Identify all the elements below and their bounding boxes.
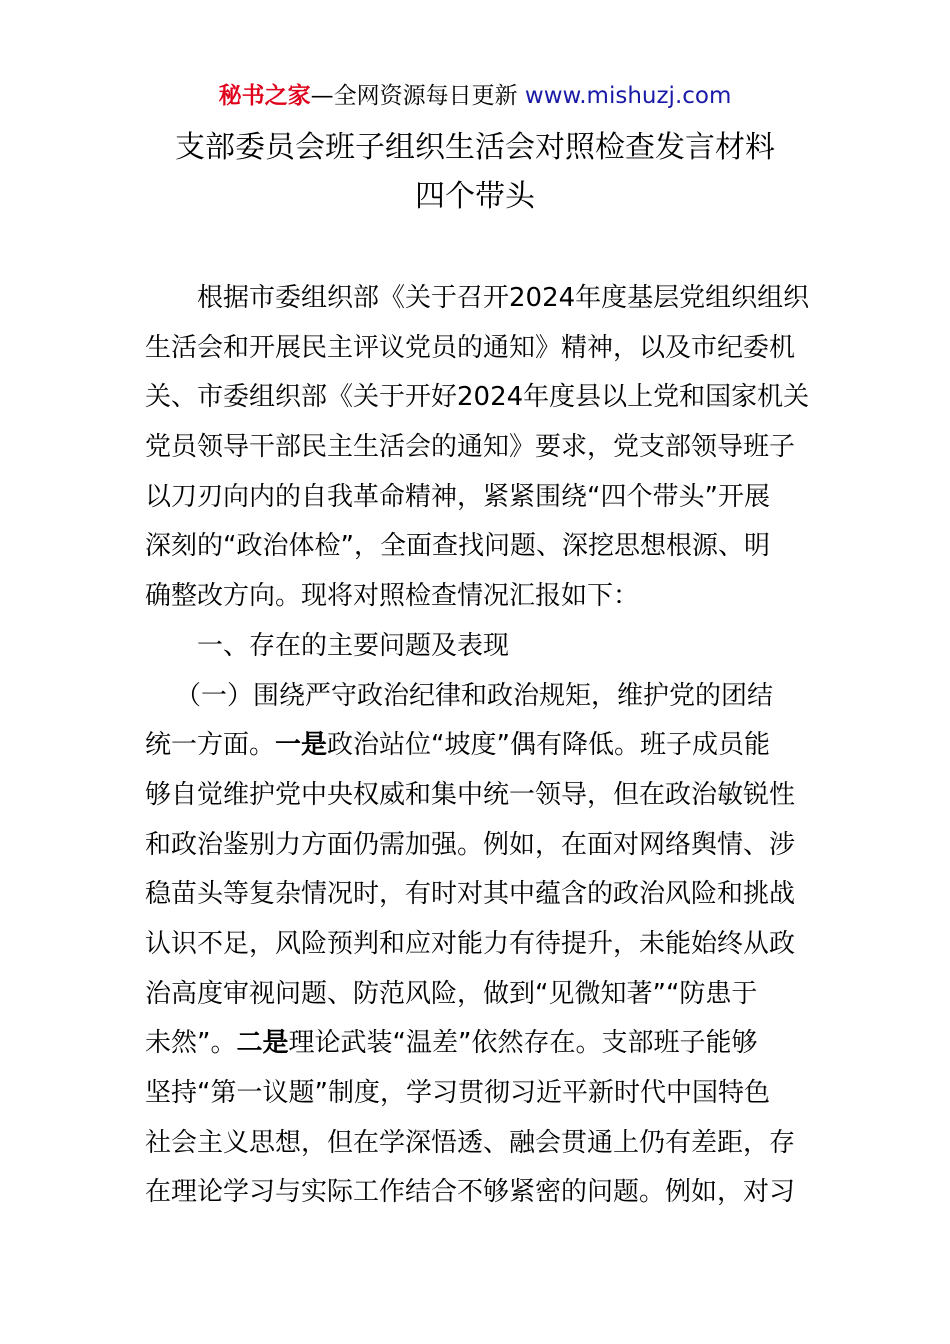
body-text-span: 理论武装“温差”依然存在。支部班子能够 — [288, 1028, 758, 1059]
subsection-heading: （一）围绕严守政治纪律和政治规矩，维护党的团结 — [175, 680, 774, 711]
body-text-span: 未然”。 — [145, 1028, 237, 1059]
site-url-link[interactable]: www.mishuzj.com — [524, 83, 732, 109]
section-heading: 一、存在的主要问题及表现 — [197, 630, 510, 661]
body-line: 治高度审视问题、防范风险，做到“见微知著”“防患于 — [145, 978, 758, 1009]
body-line — [145, 1019, 825, 1069]
body-line: 稳苗头等复杂情况时，有时对其中蕴含的政治风险和挑战 — [145, 879, 796, 910]
brand-name: 秘书之家 — [218, 83, 311, 109]
body-line: 根据市委组织部《关于召开2024年度基层党组织组织 — [197, 283, 810, 313]
body-line: 以刀刃向内的自我革命精神，紧紧围绕“四个带头”开展 — [145, 481, 770, 512]
body-text-span: 统一方面。 — [145, 730, 276, 761]
bold-marker: 一是 — [275, 730, 328, 761]
document-body — [145, 274, 825, 1218]
body-text-span: 政治站位“坡度”偶有降低。班子成员能 — [327, 730, 770, 761]
body-line: 党员领导干部民主生活会的通知》要求，党支部领导班子 — [145, 432, 796, 463]
header-tagline: —全网资源每日更新 — [310, 83, 525, 109]
body-line: 深刻的“政治体检”，全面查找问题、深挖思想根源、明 — [145, 531, 770, 562]
site-header — [0, 80, 950, 112]
bold-marker: 二是 — [236, 1028, 289, 1059]
body-line: 社会主义思想，但在学深悟透、融会贯通上仍有差距，存 — [145, 1127, 796, 1158]
body-line: 和政治鉴别力方面仍需加强。例如，在面对网络舆情、涉 — [145, 829, 796, 860]
body-line: 确整改方向。现将对照检查情况汇报如下： — [145, 581, 640, 612]
body-line: 认识不足，风险预判和应对能力有待提升，未能始终从政 — [145, 928, 796, 959]
body-line: 生活会和开展民主评议党员的通知》精神，以及市纪委机 — [145, 332, 796, 363]
body-line — [145, 721, 825, 771]
body-line: 坚持“第一议题”制度，学习贯彻习近平新时代中国特色 — [145, 1078, 770, 1108]
body-line: 在理论学习与实际工作结合不够紧密的问题。例如，对习 — [145, 1177, 796, 1208]
document-subtitle: 四个带头 — [415, 179, 535, 214]
body-line: 关、市委组织部《关于开好2024年度县以上党和国家机关 — [145, 382, 810, 413]
body-line: 够自觉维护党中央权威和集中统一领导，但在政治敏锐性 — [145, 779, 796, 810]
document-title: 支部委员会班子组织生活会对照检查发言材料 — [175, 130, 775, 165]
